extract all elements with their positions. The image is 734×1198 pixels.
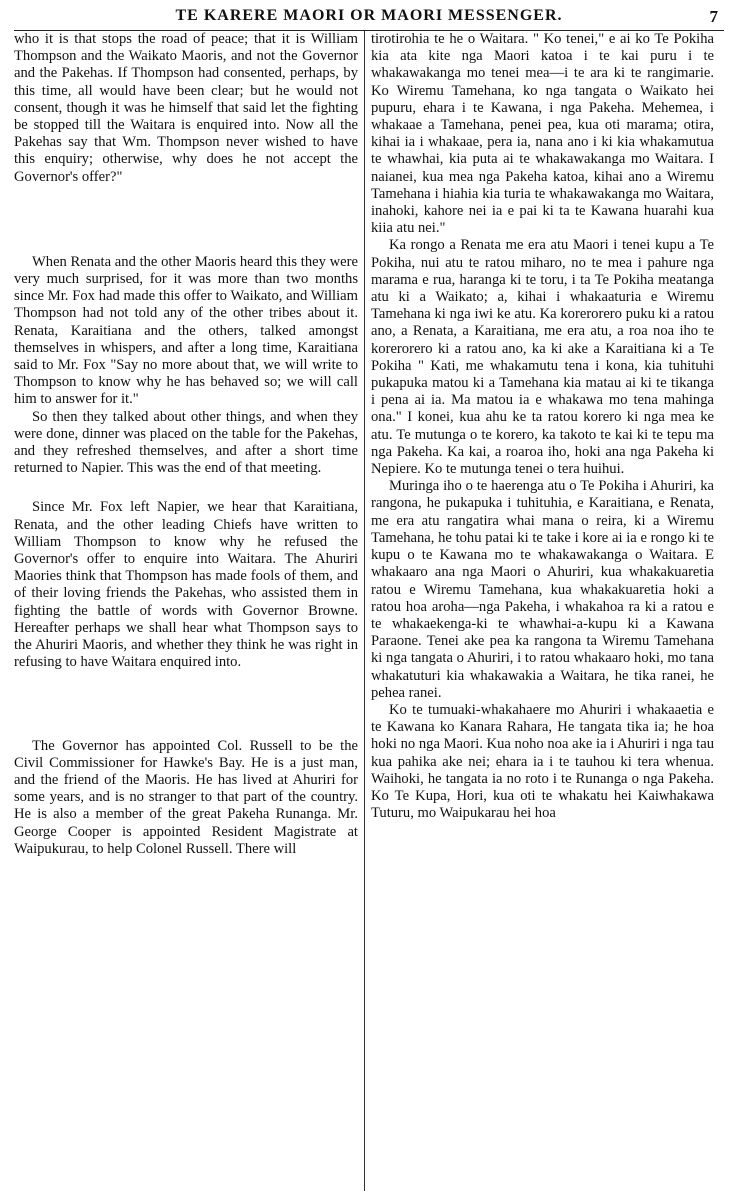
paragraph: The Governor has appointed Col. Russell to be the Civil Commissioner for Hawke's Bay. He is a just man, and the friend of the Maoris. He has lived at Ahuriri for some years, and is no stranger to that part of the country. He is also a member of the great Pakeha Runanga. Mr. George Cooper is appointed Resident Magistrate at Waipukurau, to help Colonel Russell. There will bbox=[14, 737, 358, 857]
paragraph: So then they talked about other things, and when they were done, dinner was placed on the table for the Pakehas, and they refreshed themselves, and after a short time returned to Napier. This was the end of that meeting. bbox=[14, 408, 358, 477]
paragraph: who it is that stops the road of peace; that it is William Thompson and the Waikato Maoris, and not the Governor and the Pakehas. If Thompson had consented, perhaps, by this time, all would have been clear; but he would not consent, though it was he himself that said let the fighting be stopped till the Waitara is enquired into. Now all the Pakehas say that Wm. Thompson never wished to have this enquiry; otherwise, why does he not accept the Governor's offer?" bbox=[14, 31, 358, 185]
paragraph: Ko te tumuaki-whakahaere mo Ahuriri i whakaaetia e te Kawana ko Kanara Rahara, He tangata tika ia; he hoa hoki no nga Maori. Kua noho noa ake ia i Ahuriri i nga tau kua pahika ake nei; ehara ia i te tauhou ki tera whenua. Waihoki, he tangata ia no roto i te Runanga o nga Pakeha. Ko Te Kupa, Hori, kua oti te whakatu hei Kaiwhakawa Tuturu, mo Waipukarau hei hoa bbox=[371, 701, 714, 822]
page-number: 7 bbox=[709, 7, 718, 26]
maori-column bbox=[364, 31, 714, 1191]
masthead-title: TE KARERE MAORI OR MAORI MESSENGER. bbox=[175, 7, 563, 24]
text-columns bbox=[14, 31, 724, 1191]
paragraph: Ka rongo a Renata me era atu Maori i tenei kupu a Te Pokiha, nui atu te ratou miharo, no te mea i pahure nga marama e rua, haranga ki te toru, i ta Te Pokiha meatanga atu ki a Waikato; a, kihai i whakaaturia e Wiremu Tamehana ki nga iwi ke atu. Ka korerorero puku ki a ratou ano, a Renata, a Karaitiana, me era atu, a roa noa iho te korerorero ki a ratou ano, ka ki ake a Karaitiana ki a Te Pokiha " Kati, me whakamutu tena i kona, kia tuhituhi pukapuka matou ki a Tamehana kia matau ai ki te tikanga i pena ai ia. Ma matou ia e whakawa mo tena mahinga ona." I konei, kua ahu ke ta ratou korero ki nga mea ke atu. Te mutunga o te korero, ka takoto te kai ki te tepu ma nga Pakeha. Ka kai, a roaroa iho, hoki ana nga Pakeha ki Nepiere. Ko te mutunga tenei o tera huihui. bbox=[371, 237, 714, 478]
paragraph: Since Mr. Fox left Napier, we hear that Karaitiana, Renata, and the other leading Chiefs have written to William Thompson to know why he refused the Governor's offer to enquire into Waitara. The Ahuriri Maories think that Thompson has made fools of them, and of their loving friends the Pakehas, who assisted them in fighting the battle of words with Governor Browne. Hereafter perhaps we shall hear what Thompson says to the Ahuriri Maoris, and whether they think he was right in refusing to have Waitara enquired into. bbox=[14, 499, 358, 671]
paragraph: Muringa iho o te haerenga atu o Te Pokiha i Ahuriri, ka rangona, he pukapuka i tuhituhia, e Karaitiana, e Renata, me era atu rangatira whai mana o reira, ki a Wiremu Tamehana, he tohu patai ki te take i kore ai ia e rongo ki te kupu o te Kawana mo te whakawakanga o Waitara. E whakaaro ana nga Maori o Ahuriri, kua whakakuaretia ratou e Wiremu Tamehana, kua whakakuaretia hoki a ratou hoa aroha—nga Pakeha, i whakahoa ra ki a ratou e te whakaekenga-ki te whawhai-a-kupu ki a Kawana Paraone. Tenei ake pea ka rangona ta Wiremu Tamehana ki nga tangata o Ahuriri, i to ratou whakaaro hoki, mo tana whakatuturi kia whakawakia a Waitara, he tika ranei, he pehea ranei. bbox=[371, 478, 714, 701]
paragraph: tirotirohia te he o Waitara. " Ko tenei," e ai ko Te Pokiha kia ata kite nga Maori katoa i te kai puru i te whakawakanga mo tenei mea—i te ara ki te rangimarie. Ko Wiremu Tamehana, ko nga tangata o Waikato hei pupuru, ehara i te Kawana, i nga Pakeha. Mehemea, i whakaae a Tamehana, penei pea, kua oti marama; otira, kihai ia i whakaae, pera ia, nana ano i ki kia whakamutua te whawhai, kia puta ai te whakawakanga mo Waitara. I naianei, kua mea nga Pakeha katoa, kihai ano a Wiremu Tamehana i hiahia kia turia te whakawakanga mo Waitara, inahoki, kahore nei ia e pai ki ta te Kawana huarahi kua kiia atu nei." bbox=[371, 31, 714, 237]
english-column bbox=[14, 31, 364, 1191]
page-header bbox=[14, 4, 724, 31]
paragraph: When Renata and the other Maoris heard this they were very much surprised, for it was more than two months since Mr. Fox had made this offer to Waikato, and William Thompson had not told any of the other tribes about it. Renata, Karaitiana and the others, talked amongst themselves in whispers, and after a long time, Karaitiana said to Mr. Fox "Say no more about that, we will write to Thompson to know why he has behaved so; we will call him to answer for it." bbox=[14, 253, 358, 408]
